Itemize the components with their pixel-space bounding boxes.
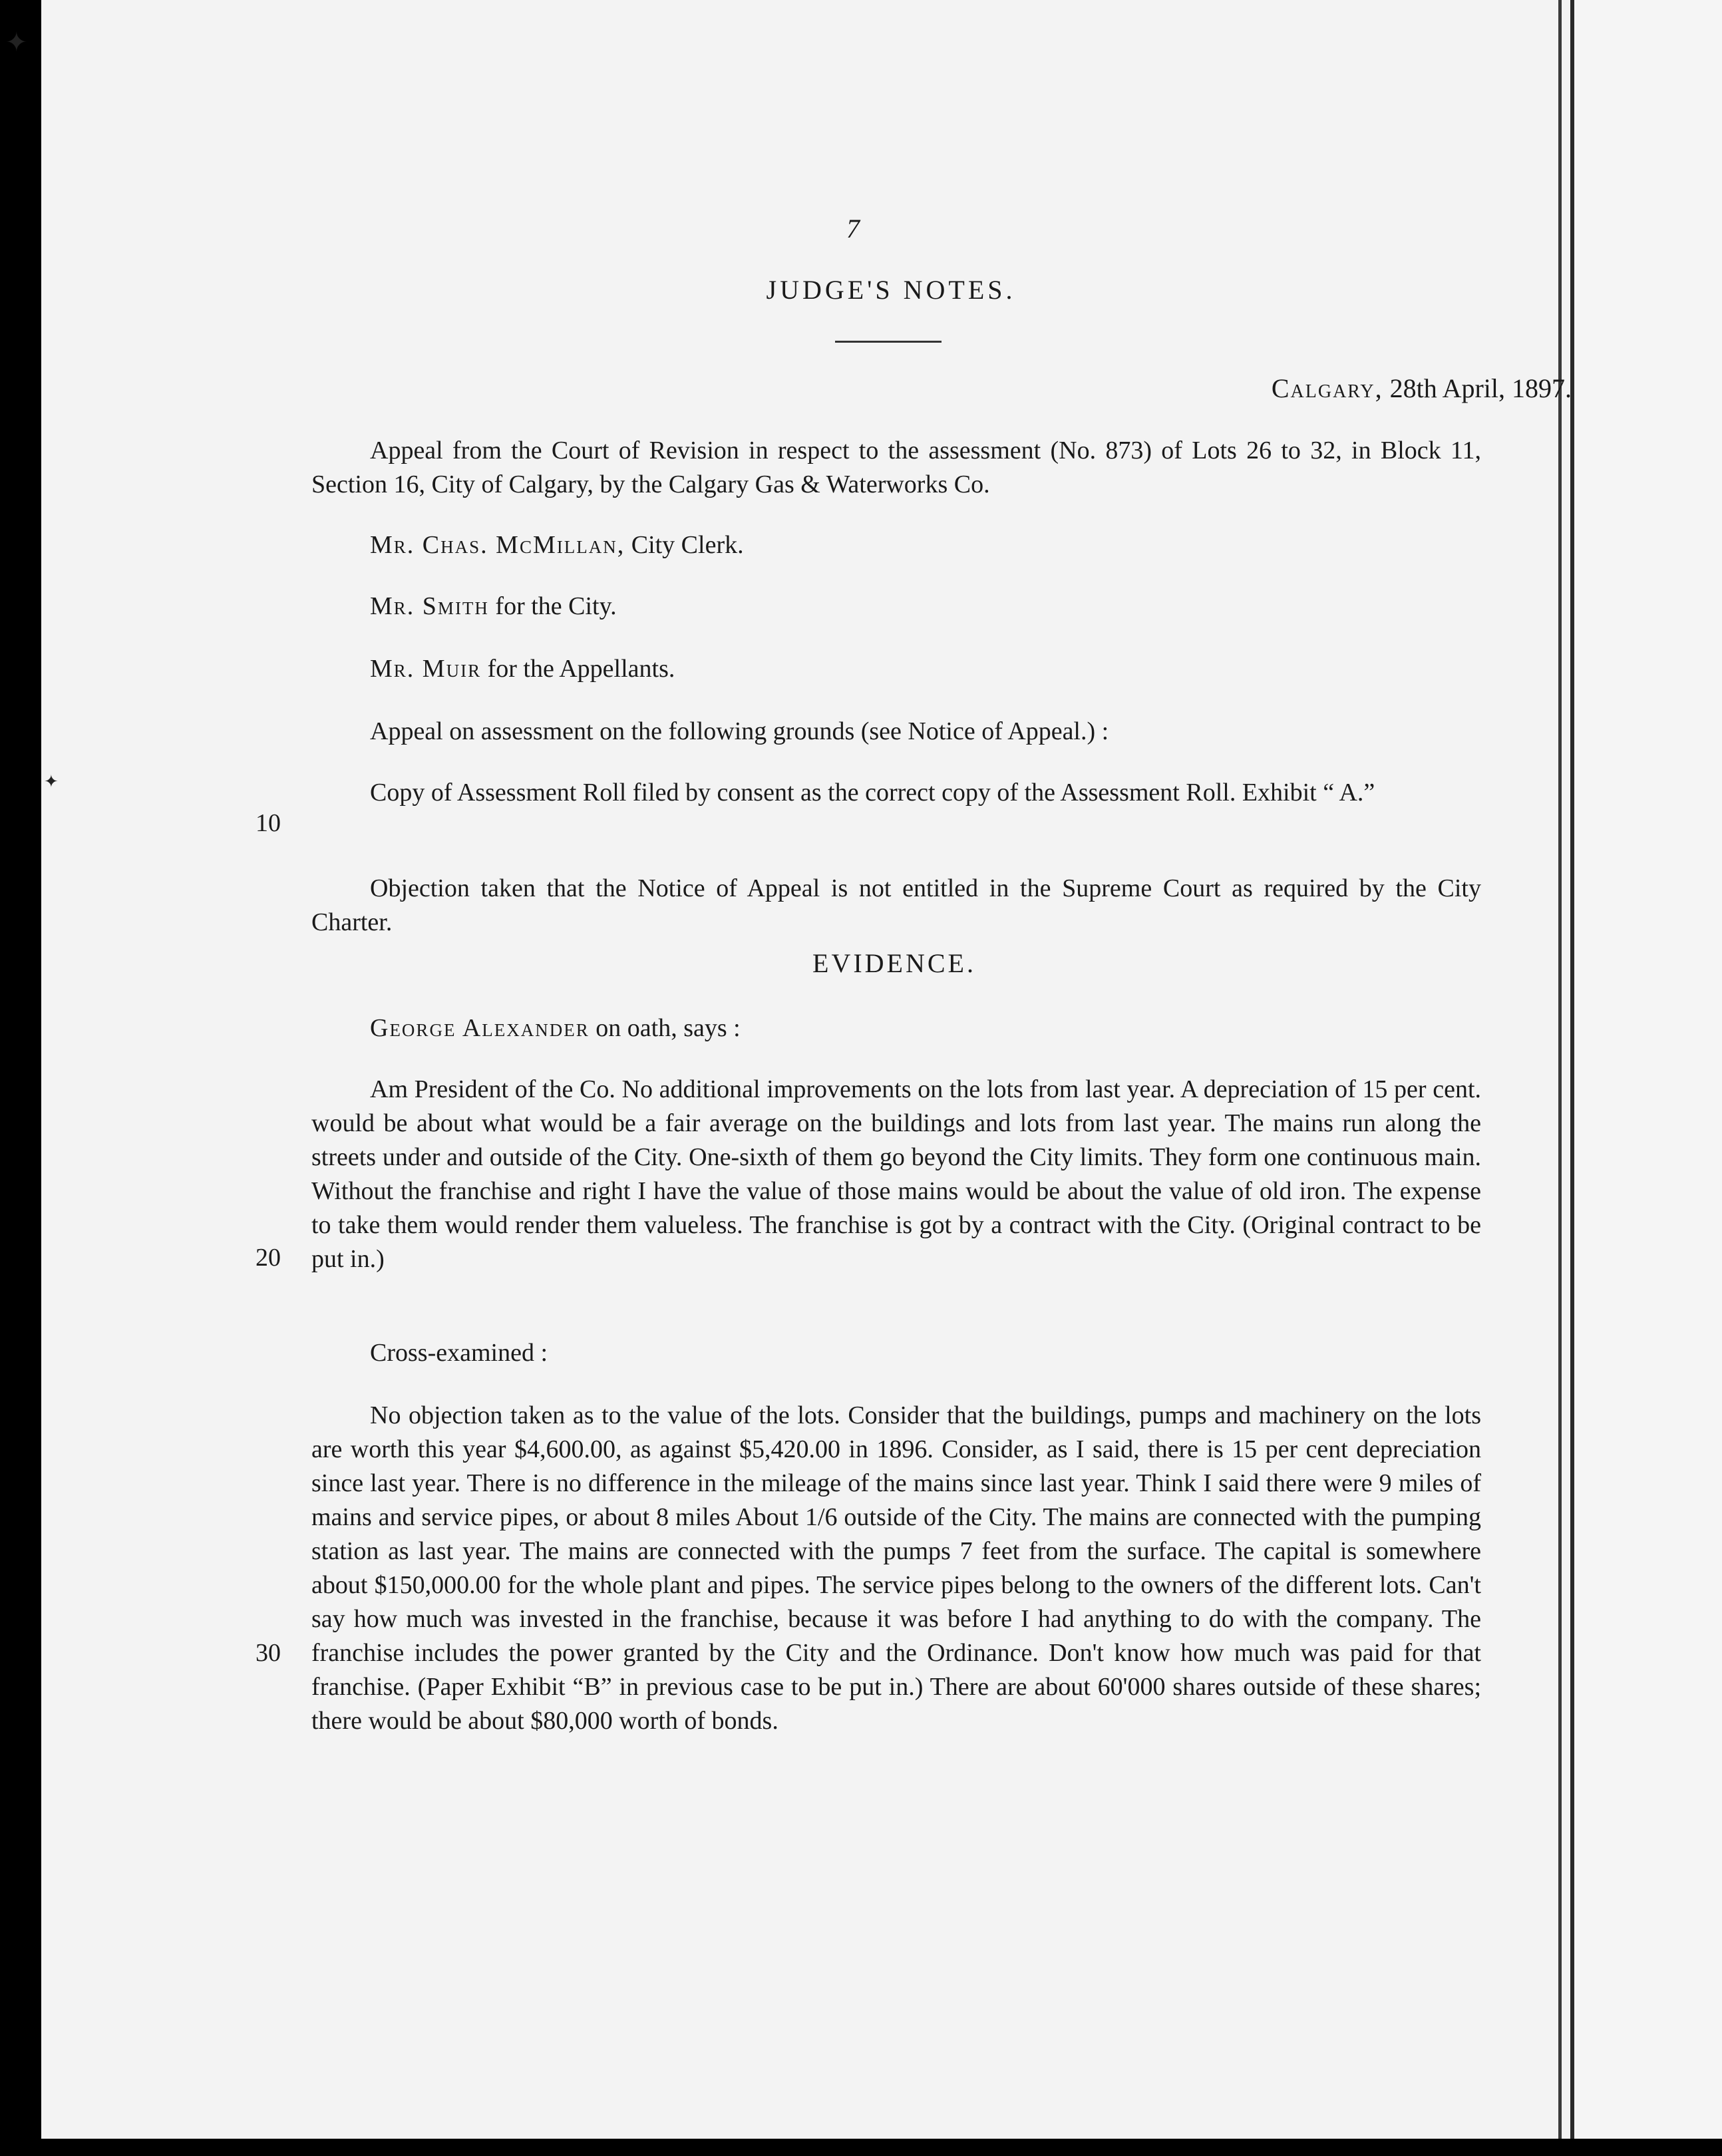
smith-line: [311, 590, 1481, 624]
appeal-text: Appeal from the Court of Revision in respect to the assessment (No. 873) of Lots 26 to 32, in Block 11, Section 16, City of Calgary, by the Calgary Gas & Waterworks Co.: [311, 437, 1481, 498]
testimony-paragraph: [311, 1073, 1481, 1276]
page-title: JUDGE'S NOTES.: [766, 275, 1016, 305]
smith-role: for the City.: [495, 592, 617, 620]
cross-testimony-paragraph: [311, 1399, 1481, 1738]
appeal-paragraph: [311, 434, 1481, 502]
smith-name: Mr. Smith: [370, 592, 489, 620]
clerk-line: [311, 528, 1481, 562]
document-page: [41, 0, 1570, 2139]
page-number: 7: [846, 214, 860, 244]
grounds-paragraph: [311, 715, 1481, 749]
muir-name: Mr. Muir: [370, 655, 482, 683]
muir-line: [311, 652, 1481, 686]
objection-text: Objection taken that the Notice of Appeal is not entitled in the Supreme Court as required by the City Charter.: [311, 874, 1481, 936]
cross-testimony-text: No objection taken as to the value of the lots. Consider that the buildings, pumps and machinery on the lots are worth this year $4,600.00, as against $5,420.00 in 1896. Consider, as I said, there is 15 per cent depreciation since last year. There is no difference in the mileage of the mains since last year. Think I said there were 9 miles of mains and service pipes, or about 8 miles About 1/6 outside of the City. The mains are connected with the pumping station as last year. The mains are connected with the pumps 7 feet from the surface. The capital is somewhere about $150,000.00 for the whole plant and pipes. The service pipes belong to the owners of the different lots. Can't say how much was invested in the franchise, because it was before I had anything to do with the company. The franchise includes the power granted by the City and the Ordinance. Don't know how much was paid for that franchise. (Paper Exhibit “B” in previous case to be put in.) There are about 60'000 shares outside of these shares; there would be about $80,000 worth of bonds.: [311, 1401, 1481, 1735]
scan-speck: ✦: [5, 27, 28, 57]
dateline: [1272, 373, 1572, 404]
copy-roll-paragraph: [311, 776, 1481, 810]
line-number-20: 20: [256, 1244, 281, 1272]
copy-roll-text: Copy of Assessment Roll filed by consent as the correct copy of the Assessment Roll. Exhibit “ A.”: [370, 779, 1375, 807]
page-edge-line: [1558, 0, 1562, 2139]
objection-paragraph: [311, 872, 1481, 940]
witness-line: [311, 1011, 1481, 1045]
grounds-text: Appeal on assessment on the following grounds (see Notice of Appeal.) :: [370, 717, 1109, 745]
testimony-text: Am President of the Co. No additional improvements on the lots from last year. A depreciation of 15 per cent. would be about what would be a fair average on the buildings and lots from last year. The mains run along the streets under and outside of the City. One-sixth of them go beyond the City limits. They form one continuous main. Without the franchise and right I have the value of those mains would be about the value of old iron. The expense to take them would render them valueless. The franchise is got by a contract with the City. (Original contract to be put in.): [311, 1075, 1481, 1273]
evidence-heading: EVIDENCE.: [812, 948, 976, 978]
witness-name: George Alexander: [370, 1014, 590, 1042]
line-number-30: 30: [256, 1639, 281, 1667]
cross-label-line: [311, 1336, 1481, 1370]
scan-speck: ✦: [44, 772, 59, 791]
dateline-place: Calgary,: [1271, 373, 1383, 403]
witness-oath: on oath, says :: [596, 1014, 741, 1042]
cross-examined-label: Cross-examined :: [370, 1339, 548, 1367]
line-number-10: 10: [256, 809, 281, 837]
clerk-role: City Clerk.: [631, 531, 744, 559]
scan-border: [0, 2139, 1722, 2156]
adjacent-page-strip: [1570, 0, 1722, 2139]
muir-role: for the Appellants.: [487, 655, 675, 683]
dateline-date: 28th April, 1897.: [1389, 373, 1572, 403]
clerk-name: Mr. Chas. McMillan,: [370, 531, 625, 559]
title-rule: [835, 341, 942, 343]
